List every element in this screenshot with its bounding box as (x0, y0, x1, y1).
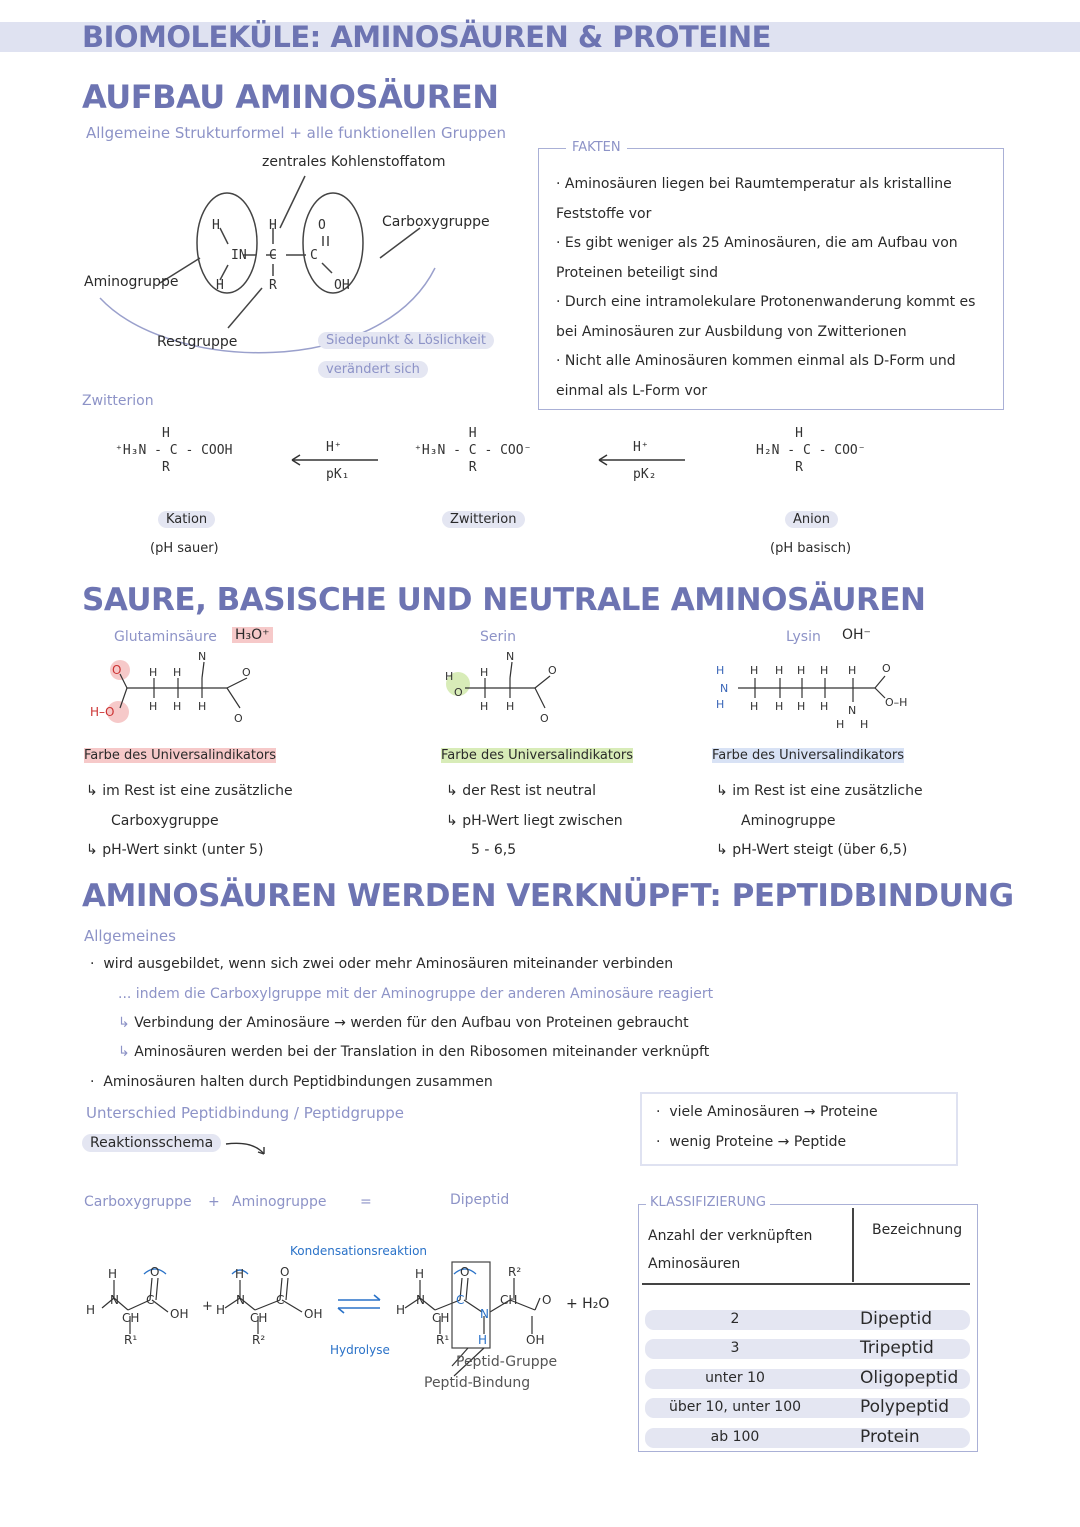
anion-ph: (pH basisch) (770, 541, 852, 556)
indicator-label-1: Farbe des Universalindikators (84, 748, 277, 763)
svg-text:H: H (149, 700, 158, 713)
page-title: BIOMOLEKÜLE: AMINOSÄUREN & PROTEINE (82, 20, 771, 54)
svg-text:OH: OH (170, 1307, 189, 1321)
svg-text:O: O (150, 1265, 160, 1279)
svg-text:H: H (860, 718, 869, 731)
desc-line: ↳ pH-Wert liegt zwischen (446, 812, 623, 829)
desc-line: ↳ im Rest ist eine zusätzliche (86, 783, 293, 799)
svg-text:H–O: H–O (90, 705, 115, 719)
eq-plus: + (208, 1194, 220, 1210)
struct-c2: C (310, 248, 318, 263)
struct-oh: OH (334, 278, 350, 293)
label-carboxygroup: Carboxygruppe (382, 214, 490, 230)
desc-line: ↳ pH-Wert steigt (über 6,5) (716, 842, 908, 858)
desc-line: ↳ der Rest ist neutral (446, 783, 597, 799)
klass-row-name: Dipeptid (860, 1309, 933, 1329)
klass-row-name: Oligopeptid (860, 1368, 959, 1388)
klass-row-n: über 10, unter 100 (668, 1399, 802, 1415)
svg-text:N: N (848, 704, 857, 717)
svg-text:CH: CH (432, 1311, 450, 1325)
svg-text:H: H (716, 698, 725, 711)
struct-h-top: H (269, 218, 277, 233)
eq-amino: Aminogruppe (232, 1194, 327, 1210)
hplus-2: H⁺ (633, 440, 649, 455)
kation-ph: (pH sauer) (150, 541, 219, 556)
svg-text:H: H (480, 700, 489, 713)
acid-tag-oh: OH⁻ (842, 627, 871, 643)
acid-desc-1 (86, 777, 293, 866)
hplus-1: H⁺ (326, 440, 342, 455)
svg-text:O: O (112, 663, 122, 677)
klass-row-n: ab 100 (710, 1429, 760, 1445)
svg-text:CH: CH (500, 1293, 518, 1307)
svg-text:O: O (540, 712, 549, 725)
svg-text:O: O (280, 1265, 290, 1279)
struct-h2: H (216, 278, 224, 293)
section-heading-peptid: AMINOSÄUREN WERDEN VERKNÜPFT: PEPTIDBINDUNG (82, 878, 1014, 914)
struct-h1: H (212, 218, 220, 233)
svg-text:H: H (820, 664, 829, 677)
klass-row-name: Polypeptid (860, 1397, 950, 1417)
lysin-structure (710, 658, 920, 738)
hydrolyse-label: Hydrolyse (330, 1343, 390, 1357)
bullet-3: ↳ Verbindung der Aminosäure → werden für den Aufbau von Proteinen gebraucht (118, 1015, 689, 1031)
svg-text:R¹: R¹ (436, 1333, 450, 1347)
glutamic-acid-structure (82, 648, 272, 738)
klass-col1-header: Anzahl der verknüpften Aminosäuren (648, 1228, 813, 1272)
acid-name-glutamic: Glutaminsäure (114, 629, 217, 645)
klass-header-line (642, 1283, 970, 1285)
box-line-2: · wenig Proteine → Peptide (656, 1134, 847, 1150)
acid-name-lysin: Lysin (786, 629, 821, 645)
svg-text:H: H (797, 664, 806, 677)
svg-text:R²: R² (508, 1265, 522, 1279)
svg-text:CH: CH (250, 1311, 268, 1325)
svg-text:C: C (456, 1293, 465, 1307)
svg-text:O: O (882, 662, 891, 675)
pk2-label: pK₂ (633, 467, 657, 482)
label-siedepunkt: Siedepunkt & Löslichkeit (318, 332, 494, 349)
reaktionsschema-label: Reaktionsschema (82, 1134, 221, 1152)
struct-r: R (269, 278, 277, 293)
klass-row-n: unter 10 (705, 1370, 765, 1386)
svg-text:H: H (797, 700, 806, 713)
acid-desc-3 (716, 777, 923, 866)
svg-text:O: O (548, 664, 557, 677)
svg-text:H: H (216, 1303, 226, 1317)
kation-formula: H ⁺H₃N - C - COOH R (115, 426, 233, 475)
eq-carboxy: Carboxygruppe (84, 1194, 192, 1210)
svg-text:N: N (110, 1293, 119, 1307)
box-line-1: · viele Aminosäuren → Proteine (656, 1104, 878, 1120)
svg-text:H: H (480, 666, 489, 679)
klass-title: KLASSIFIZIERUNG (646, 1195, 770, 1210)
svg-text:N: N (506, 650, 515, 663)
svg-text:H: H (173, 666, 182, 679)
zwitter-label: Zwitterion (442, 511, 525, 528)
bullet-1: · wird ausgebildet, wenn sich zwei oder mehr Aminosäuren miteinander verbinden (90, 956, 674, 972)
svg-text:H: H (415, 1267, 425, 1281)
fact-item: · Durch eine intramolekulare Protonenwanderung kommt es bei Aminosäuren zur Ausbildung von Zwitterionen (556, 294, 976, 340)
svg-text:H: H (750, 700, 759, 713)
anion-label: Anion (785, 511, 838, 528)
bullet-2: ... indem die Carboxylgruppe mit der Aminogruppe der anderen Aminosäure reagiert (118, 986, 714, 1002)
facts-list (556, 170, 996, 406)
desc-line: 5 - 6,5 (471, 842, 517, 858)
label-aminogroup: Aminogruppe (84, 274, 179, 290)
svg-text:H: H (149, 666, 158, 679)
fact-item: · Aminosäuren liegen bei Raumtemperatur als kristalline Feststoffe vor (556, 176, 952, 222)
subheading-strukturformel: Allgemeine Strukturformel + alle funktionellen Gruppen (86, 124, 507, 142)
svg-text:OH: OH (304, 1307, 323, 1321)
struct-o: O (318, 218, 326, 233)
svg-text:H: H (445, 670, 454, 683)
svg-text:H: H (198, 700, 207, 713)
svg-text:O: O (542, 1293, 552, 1307)
label-central-carbon: zentrales Kohlenstoffatom (262, 154, 446, 170)
bullet-4: ↳ Aminosäuren werden bei der Translation in den Ribosomen miteinander verknüpft (118, 1044, 710, 1060)
acid-name-serin: Serin (480, 629, 517, 645)
water-label: + H₂O (566, 1296, 610, 1312)
svg-text:C: C (276, 1293, 285, 1307)
klass-row-name: Tripeptid (860, 1338, 934, 1358)
svg-text:C: C (146, 1293, 155, 1307)
allgemeines-label: Allgemeines (84, 927, 176, 945)
desc-line: Aminogruppe (741, 812, 836, 829)
peptid-gruppe-label: Peptid-Gruppe (456, 1354, 558, 1370)
schema-arrow (222, 1138, 272, 1160)
svg-text:N: N (416, 1293, 425, 1307)
svg-text:H: H (396, 1303, 406, 1317)
kondensation-label: Kondensationsreaktion (290, 1244, 428, 1258)
klass-col2-header: Bezeichnung (872, 1222, 963, 1238)
serin-structure (440, 648, 580, 738)
svg-text:N: N (198, 650, 207, 663)
klass-row-n: 2 (730, 1311, 740, 1327)
fact-item: · Es gibt weniger als 25 Aminosäuren, die am Aufbau von Proteinen beteiligt sind (556, 235, 958, 281)
svg-text:H: H (716, 664, 725, 677)
zwitterion-heading: Zwitterion (82, 393, 154, 409)
svg-text:H: H (235, 1267, 245, 1281)
indicator-label-2: Farbe des Universalindikators (441, 748, 634, 763)
svg-text:N: N (480, 1307, 489, 1321)
struct-n: IN (231, 248, 247, 263)
peptid-bindung-label: Peptid-Bindung (424, 1375, 531, 1391)
svg-text:H: H (820, 700, 829, 713)
kation-label: Kation (158, 511, 215, 528)
klass-col-divider (852, 1208, 854, 1282)
label-restgroup: Restgruppe (157, 334, 238, 350)
label-veraendert: verändert sich (318, 361, 428, 378)
svg-text:H: H (848, 664, 857, 677)
desc-line: Carboxygruppe (111, 812, 219, 829)
pk1-label: pK₁ (326, 467, 350, 482)
svg-text:H: H (478, 1333, 488, 1347)
facts-title: FAKTEN (566, 140, 627, 155)
svg-text:N: N (236, 1293, 245, 1307)
acid-tag-h3o: H₃O⁺ (232, 627, 273, 643)
svg-text:H: H (173, 700, 182, 713)
svg-text:CH: CH (122, 1311, 140, 1325)
eq-dipeptid: Dipeptid (450, 1192, 510, 1208)
indicator-label-3: Farbe des Universalindikators (712, 748, 905, 763)
svg-text:R¹: R¹ (124, 1333, 138, 1347)
acid-desc-2 (446, 777, 623, 866)
svg-text:OH: OH (526, 1333, 545, 1347)
svg-text:O–H: O–H (885, 696, 908, 709)
desc-line: ↳ im Rest ist eine zusätzliche (716, 783, 923, 799)
zwitterion-formula: H ⁺H₃N - C - COO⁻ R (414, 426, 532, 475)
svg-text:O: O (454, 686, 463, 699)
desc-line: ↳ pH-Wert sinkt (unter 5) (86, 842, 264, 858)
eq-equals: = (360, 1194, 372, 1210)
svg-text:H: H (775, 664, 784, 677)
svg-text:H: H (506, 700, 515, 713)
svg-text:H: H (836, 718, 845, 731)
svg-text:R²: R² (252, 1333, 266, 1347)
section-heading-saeuren: SAURE, BASISCHE UND NEUTRALE AMINOSÄUREN (82, 582, 926, 618)
klass-row-name: Protein (860, 1427, 920, 1447)
svg-text:H: H (86, 1303, 96, 1317)
svg-text:H: H (108, 1267, 118, 1281)
svg-text:O: O (234, 712, 243, 725)
svg-text:O: O (242, 666, 251, 679)
amino-acid-structure (80, 148, 540, 388)
klass-row-n: 3 (730, 1340, 740, 1356)
svg-text:O: O (460, 1265, 470, 1279)
svg-text:H: H (775, 700, 784, 713)
svg-text:H: H (750, 664, 759, 677)
fact-item: · Nicht alle Aminosäuren kommen einmal als D-Form und einmal als L-Form vor (556, 353, 956, 399)
unterschied-label: Unterschied Peptidbindung / Peptidgruppe (86, 1104, 404, 1122)
svg-text:+: + (202, 1299, 213, 1314)
struct-c: C (269, 248, 277, 263)
section-heading-aufbau: AUFBAU AMINOSÄUREN (82, 78, 499, 116)
anion-formula: H H₂N - C - COO⁻ R (756, 426, 866, 475)
svg-text:N: N (720, 682, 729, 695)
bullet-5: · Aminosäuren halten durch Peptidbindungen zusammen (90, 1074, 493, 1090)
